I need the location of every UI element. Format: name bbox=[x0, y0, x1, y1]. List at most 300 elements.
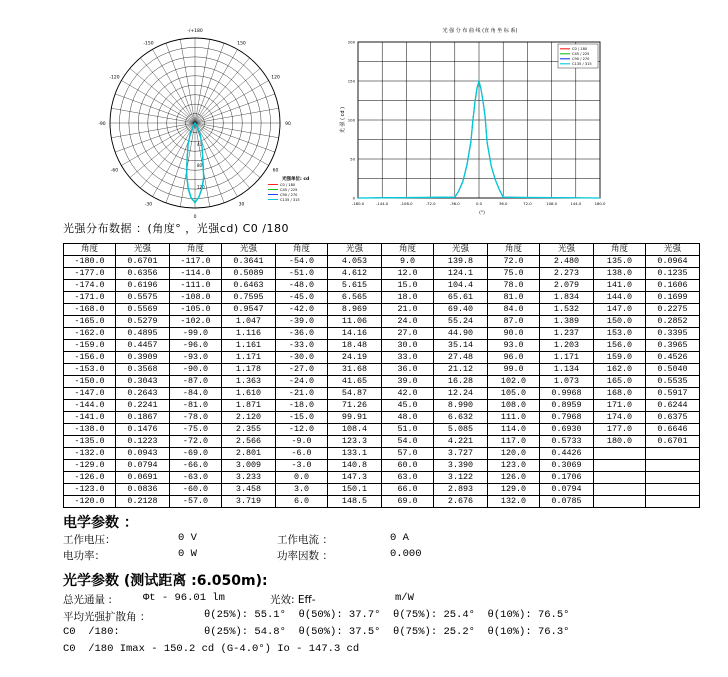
angle-header: 角度 bbox=[64, 244, 116, 256]
angle-cell: 81.0 bbox=[488, 292, 540, 304]
intensity-cell: 0.3909 bbox=[116, 352, 170, 364]
intensity-cell: 0.0785 bbox=[540, 496, 594, 508]
voltage-value: 0 V bbox=[178, 532, 197, 544]
angle-cell: -132.0 bbox=[64, 448, 116, 460]
intensity-cell bbox=[646, 448, 700, 460]
angle-cell: 117.0 bbox=[488, 436, 540, 448]
table-row bbox=[64, 460, 700, 472]
y-tick-label: 0 bbox=[352, 195, 355, 201]
table-row bbox=[64, 292, 700, 304]
polar-angle-label: -30 bbox=[144, 202, 153, 208]
intensity-cell: 8.990 bbox=[434, 400, 488, 412]
y-tick-label: 50 bbox=[350, 156, 355, 162]
c0-beam-angle-values: θ(25%): 54.8° θ(50%): 37.5° θ(75%): 25.2° θ(10%): 76.3° bbox=[204, 626, 570, 638]
angle-cell: -39.0 bbox=[276, 316, 328, 328]
angle-cell: 9.0 bbox=[382, 256, 434, 268]
angle-cell: 69.0 bbox=[382, 496, 434, 508]
intensity-data-table bbox=[63, 243, 700, 508]
angle-cell: -87.0 bbox=[170, 376, 222, 388]
intensity-cell: 0.6375 bbox=[646, 412, 700, 424]
angle-cell: 30.0 bbox=[382, 340, 434, 352]
intensity-cell: 6.632 bbox=[434, 412, 488, 424]
intensity-cell: 54.87 bbox=[328, 388, 382, 400]
angle-cell: -156.0 bbox=[64, 352, 116, 364]
angle-cell: -84.0 bbox=[170, 388, 222, 400]
angle-cell: 123.0 bbox=[488, 460, 540, 472]
optical-section-title: 光学参数 (测试距离 :6.050m): bbox=[63, 573, 268, 589]
intensity-cell: 0.0691 bbox=[116, 472, 170, 484]
intensity-cell: 0.5089 bbox=[222, 268, 276, 280]
angle-header: 角度 bbox=[382, 244, 434, 256]
angle-cell: 84.0 bbox=[488, 304, 540, 316]
polar-legend bbox=[268, 175, 309, 202]
table-row bbox=[64, 448, 700, 460]
angle-cell: -18.0 bbox=[276, 400, 328, 412]
intensity-cell: 11.06 bbox=[328, 316, 382, 328]
angle-cell: -42.0 bbox=[276, 304, 328, 316]
intensity-cell: 0.0794 bbox=[116, 460, 170, 472]
intensity-cell: 14.16 bbox=[328, 328, 382, 340]
intensity-cell: 65.61 bbox=[434, 292, 488, 304]
intensity-cell: 0.7595 bbox=[222, 292, 276, 304]
table-row bbox=[64, 340, 700, 352]
angle-cell: 24.0 bbox=[382, 316, 434, 328]
intensity-cell: 0.3043 bbox=[116, 376, 170, 388]
angle-cell: 45.0 bbox=[382, 400, 434, 412]
angle-cell: 27.0 bbox=[382, 328, 434, 340]
angle-cell: 15.0 bbox=[382, 280, 434, 292]
intensity-cell: 24.19 bbox=[328, 352, 382, 364]
intensity-cell: 0.0943 bbox=[116, 448, 170, 460]
angle-cell: -165.0 bbox=[64, 316, 116, 328]
intensity-cell bbox=[646, 472, 700, 484]
intensity-cell: 0.5575 bbox=[116, 292, 170, 304]
table-row bbox=[64, 424, 700, 436]
intensity-cell: 0.2643 bbox=[116, 388, 170, 400]
x-tick-label: -108.0 bbox=[400, 201, 413, 206]
angle-cell: -108.0 bbox=[170, 292, 222, 304]
angle-cell: -117.0 bbox=[170, 256, 222, 268]
x-tick-label: -180.0 bbox=[351, 201, 365, 206]
intensity-cell: 123.3 bbox=[328, 436, 382, 448]
intensity-cell: 0.6930 bbox=[540, 424, 594, 436]
x-tick-label: 144.0 bbox=[570, 201, 582, 206]
angle-cell: 96.0 bbox=[488, 352, 540, 364]
polar-angle-label: -120 bbox=[109, 75, 120, 81]
table-row bbox=[64, 280, 700, 292]
polar-legend-label: C90 / 270 bbox=[280, 193, 298, 197]
intensity-cell: 2.801 bbox=[222, 448, 276, 460]
intensity-cell: 1.161 bbox=[222, 340, 276, 352]
x-tick-label: -36.0 bbox=[449, 201, 460, 206]
angle-cell: 111.0 bbox=[488, 412, 540, 424]
angle-cell: -162.0 bbox=[64, 328, 116, 340]
polar-angle-label: 30 bbox=[238, 202, 245, 208]
angle-cell: -24.0 bbox=[276, 376, 328, 388]
intensity-cell: 3.009 bbox=[222, 460, 276, 472]
angle-cell: 156.0 bbox=[594, 340, 646, 352]
intensity-cell: 1.834 bbox=[540, 292, 594, 304]
angle-cell: 153.0 bbox=[594, 328, 646, 340]
intensity-cell: 3.233 bbox=[222, 472, 276, 484]
angle-cell: 90.0 bbox=[488, 328, 540, 340]
table-row bbox=[64, 328, 700, 340]
legend-label: C45 / 225 bbox=[572, 52, 590, 56]
angle-cell: -135.0 bbox=[64, 436, 116, 448]
angle-cell: 51.0 bbox=[382, 424, 434, 436]
intensity-cell: 150.1 bbox=[328, 484, 382, 496]
power-factor-label: 功率因数 ： bbox=[277, 550, 333, 562]
angle-cell: -126.0 bbox=[64, 472, 116, 484]
intensity-cell: 27.48 bbox=[434, 352, 488, 364]
angle-cell: 105.0 bbox=[488, 388, 540, 400]
angle-cell: 33.0 bbox=[382, 352, 434, 364]
intensity-cell: 0.5535 bbox=[646, 376, 700, 388]
angle-cell: 99.0 bbox=[488, 364, 540, 376]
power-factor-value: 0.000 bbox=[390, 548, 422, 560]
y-tick-label: 150 bbox=[347, 78, 355, 84]
table-header-row bbox=[64, 244, 700, 256]
intensity-cell: 0.9547 bbox=[222, 304, 276, 316]
table-row bbox=[64, 388, 700, 400]
intensity-cell: 2.273 bbox=[540, 268, 594, 280]
angle-cell: 120.0 bbox=[488, 448, 540, 460]
polar-angle-label: 150 bbox=[237, 41, 246, 47]
intensity-cell: 1.532 bbox=[540, 304, 594, 316]
angle-cell: 93.0 bbox=[488, 340, 540, 352]
angle-cell: 168.0 bbox=[594, 388, 646, 400]
intensity-cell: 16.28 bbox=[434, 376, 488, 388]
x-tick-label: 72.0 bbox=[523, 201, 532, 206]
angle-cell: -171.0 bbox=[64, 292, 116, 304]
angle-cell: 87.0 bbox=[488, 316, 540, 328]
angle-cell: 72.0 bbox=[488, 256, 540, 268]
angle-cell bbox=[594, 484, 646, 496]
intensity-cell: 148.5 bbox=[328, 496, 382, 508]
angle-cell: 171.0 bbox=[594, 400, 646, 412]
angle-cell: -51.0 bbox=[276, 268, 328, 280]
polar-radial-label: 40 bbox=[197, 141, 203, 147]
intensity-cell: 0.4895 bbox=[116, 328, 170, 340]
imax-line: C0 /180 Imax - 150.2 cd (G-4.0°) Io - 147.3 cd bbox=[63, 643, 360, 655]
angle-cell bbox=[594, 472, 646, 484]
intensity-cell: 0.6701 bbox=[646, 436, 700, 448]
intensity-cell: 3.727 bbox=[434, 448, 488, 460]
angle-cell: 63.0 bbox=[382, 472, 434, 484]
intensity-cell: 2.566 bbox=[222, 436, 276, 448]
angle-cell: 18.0 bbox=[382, 292, 434, 304]
x-tick-label: -144.0 bbox=[376, 201, 389, 206]
angle-cell bbox=[594, 460, 646, 472]
table-title: 光强分布数据 ：(角度° ，光强cd) C0 /180 bbox=[63, 222, 289, 235]
table-row bbox=[64, 484, 700, 496]
angle-cell: -96.0 bbox=[170, 340, 222, 352]
angle-cell: -36.0 bbox=[276, 328, 328, 340]
polar-angle-label: -150 bbox=[143, 41, 154, 47]
table-row bbox=[64, 364, 700, 376]
angle-cell: -15.0 bbox=[276, 412, 328, 424]
table-row bbox=[64, 304, 700, 316]
angle-cell: 36.0 bbox=[382, 364, 434, 376]
intensity-cell: 0.0794 bbox=[540, 484, 594, 496]
legend-label: C90 / 270 bbox=[572, 57, 590, 61]
angle-cell: -12.0 bbox=[276, 424, 328, 436]
intensity-cell: 0.5569 bbox=[116, 304, 170, 316]
avg-beam-angle-label: 平均光强扩散角 ： bbox=[63, 611, 151, 623]
intensity-cell: 3.390 bbox=[434, 460, 488, 472]
intensity-cell: 1.171 bbox=[222, 352, 276, 364]
angle-cell: -144.0 bbox=[64, 400, 116, 412]
intensity-cell: 12.24 bbox=[434, 388, 488, 400]
angle-cell: 177.0 bbox=[594, 424, 646, 436]
angle-cell: -153.0 bbox=[64, 364, 116, 376]
c0-beam-angle-label: C0 /180: bbox=[63, 626, 120, 638]
angle-cell: 54.0 bbox=[382, 436, 434, 448]
angle-cell: -66.0 bbox=[170, 460, 222, 472]
intensity-cell: 0.1476 bbox=[116, 424, 170, 436]
polar-distribution-chart bbox=[60, 28, 350, 220]
intensity-cell: 1.134 bbox=[540, 364, 594, 376]
intensity-cell: 5.085 bbox=[434, 424, 488, 436]
intensity-cell: 3.719 bbox=[222, 496, 276, 508]
legend-label: C135 / 315 bbox=[572, 62, 592, 66]
intensity-cell bbox=[646, 460, 700, 472]
angle-cell: -147.0 bbox=[64, 388, 116, 400]
angle-cell: 75.0 bbox=[488, 268, 540, 280]
intensity-header: 光强 bbox=[540, 244, 594, 256]
intensity-cell: 0.5040 bbox=[646, 364, 700, 376]
angle-cell bbox=[594, 496, 646, 508]
polar-angle-label: 90 bbox=[285, 122, 291, 127]
angle-cell: -72.0 bbox=[170, 436, 222, 448]
polar-legend-label: C0 / 180 bbox=[280, 183, 296, 187]
angle-cell: 174.0 bbox=[594, 412, 646, 424]
angle-cell: 39.0 bbox=[382, 376, 434, 388]
intensity-cell: 69.40 bbox=[434, 304, 488, 316]
intensity-header: 光强 bbox=[434, 244, 488, 256]
intensity-cell: 0.2241 bbox=[116, 400, 170, 412]
intensity-cell: 1.073 bbox=[540, 376, 594, 388]
angle-cell: -150.0 bbox=[64, 376, 116, 388]
intensity-header: 光强 bbox=[328, 244, 382, 256]
angle-cell: 141.0 bbox=[594, 280, 646, 292]
intensity-header: 光强 bbox=[222, 244, 276, 256]
intensity-cell: 0.2128 bbox=[116, 496, 170, 508]
flux-value: Φt - 96.01 lm bbox=[143, 592, 225, 604]
x-tick-label: 180.0 bbox=[594, 201, 606, 206]
intensity-cell: 8.969 bbox=[328, 304, 382, 316]
angle-cell: -138.0 bbox=[64, 424, 116, 436]
angle-cell: 180.0 bbox=[594, 436, 646, 448]
flux-label: 总光通量 : bbox=[63, 594, 112, 606]
angle-cell: 108.0 bbox=[488, 400, 540, 412]
angle-cell: 57.0 bbox=[382, 448, 434, 460]
intensity-cell: 44.90 bbox=[434, 328, 488, 340]
intensity-cell: 0.1706 bbox=[540, 472, 594, 484]
intensity-cell: 1.178 bbox=[222, 364, 276, 376]
intensity-cell: 0.4426 bbox=[540, 448, 594, 460]
intensity-cell: 0.1235 bbox=[646, 268, 700, 280]
angle-cell: -141.0 bbox=[64, 412, 116, 424]
intensity-cell: 1.116 bbox=[222, 328, 276, 340]
y-tick-label: 100 bbox=[347, 117, 355, 123]
intensity-cell: 3.122 bbox=[434, 472, 488, 484]
angle-cell: -45.0 bbox=[276, 292, 328, 304]
angle-cell: -114.0 bbox=[170, 268, 222, 280]
angle-cell: -30.0 bbox=[276, 352, 328, 364]
angle-cell: 162.0 bbox=[594, 364, 646, 376]
angle-cell: -123.0 bbox=[64, 484, 116, 496]
cartesian-distribution-chart bbox=[330, 20, 620, 220]
intensity-cell: 2.355 bbox=[222, 424, 276, 436]
intensity-cell: 0.1699 bbox=[646, 292, 700, 304]
angle-cell: -63.0 bbox=[170, 472, 222, 484]
intensity-cell: 2.676 bbox=[434, 496, 488, 508]
intensity-cell: 0.6701 bbox=[116, 256, 170, 268]
angle-cell: -78.0 bbox=[170, 412, 222, 424]
x-axis-label: (°) bbox=[479, 211, 485, 216]
intensity-cell: 133.1 bbox=[328, 448, 382, 460]
intensity-cell: 0.2852 bbox=[646, 316, 700, 328]
x-tick-label: 0.0 bbox=[475, 201, 483, 206]
angle-cell: -54.0 bbox=[276, 256, 328, 268]
angle-cell: 135.0 bbox=[594, 256, 646, 268]
angle-cell: -21.0 bbox=[276, 388, 328, 400]
intensity-cell: 0.6356 bbox=[116, 268, 170, 280]
angle-cell: 114.0 bbox=[488, 424, 540, 436]
angle-cell: 6.0 bbox=[276, 496, 328, 508]
angle-cell: -3.0 bbox=[276, 460, 328, 472]
angle-cell: 78.0 bbox=[488, 280, 540, 292]
angle-cell: -60.0 bbox=[170, 484, 222, 496]
intensity-cell: 2.480 bbox=[540, 256, 594, 268]
angle-cell: -27.0 bbox=[276, 364, 328, 376]
intensity-cell: 1.871 bbox=[222, 400, 276, 412]
polar-radial-label: 120 bbox=[197, 184, 205, 190]
angle-cell: -48.0 bbox=[276, 280, 328, 292]
angle-cell: -120.0 bbox=[64, 496, 116, 508]
intensity-cell: 3.458 bbox=[222, 484, 276, 496]
x-tick-label: -72.0 bbox=[425, 201, 436, 206]
intensity-cell: 55.24 bbox=[434, 316, 488, 328]
angle-cell: 0.0 bbox=[276, 472, 328, 484]
angle-cell: -159.0 bbox=[64, 340, 116, 352]
angle-cell: -69.0 bbox=[170, 448, 222, 460]
intensity-cell: 0.1867 bbox=[116, 412, 170, 424]
intensity-cell: 41.65 bbox=[328, 376, 382, 388]
voltage-label: 工作电压： bbox=[63, 534, 116, 546]
intensity-cell: 31.68 bbox=[328, 364, 382, 376]
x-tick-label: 108.0 bbox=[546, 201, 558, 206]
angle-cell: -102.0 bbox=[170, 316, 222, 328]
angle-cell: -9.0 bbox=[276, 436, 328, 448]
angle-cell: 132.0 bbox=[488, 496, 540, 508]
polar-angle-label: -90 bbox=[98, 122, 106, 127]
angle-cell: 147.0 bbox=[594, 304, 646, 316]
angle-cell: 165.0 bbox=[594, 376, 646, 388]
intensity-cell: 0.5733 bbox=[540, 436, 594, 448]
angle-cell: -99.0 bbox=[170, 328, 222, 340]
y-tick-label: 200 bbox=[347, 39, 355, 45]
intensity-cell: 5.615 bbox=[328, 280, 382, 292]
intensity-cell: 108.4 bbox=[328, 424, 382, 436]
angle-cell: 3.0 bbox=[276, 484, 328, 496]
intensity-cell: 0.6196 bbox=[116, 280, 170, 292]
intensity-cell: 1.389 bbox=[540, 316, 594, 328]
angle-cell: 138.0 bbox=[594, 268, 646, 280]
polar-angle-label: -/+180 bbox=[187, 29, 203, 34]
table-row bbox=[64, 436, 700, 448]
intensity-cell: 0.2275 bbox=[646, 304, 700, 316]
angle-cell: 12.0 bbox=[382, 268, 434, 280]
polar-angle-label: 120 bbox=[271, 75, 280, 81]
angle-cell: -180.0 bbox=[64, 256, 116, 268]
intensity-cell: 35.14 bbox=[434, 340, 488, 352]
intensity-cell bbox=[646, 496, 700, 508]
intensity-cell: 0.7968 bbox=[540, 412, 594, 424]
intensity-cell: 71.26 bbox=[328, 400, 382, 412]
intensity-cell: 0.4457 bbox=[116, 340, 170, 352]
intensity-cell: 4.612 bbox=[328, 268, 382, 280]
intensity-header: 光强 bbox=[116, 244, 170, 256]
angle-cell: -33.0 bbox=[276, 340, 328, 352]
angle-cell: -90.0 bbox=[170, 364, 222, 376]
intensity-cell: 2.079 bbox=[540, 280, 594, 292]
cartesian-legend bbox=[558, 44, 598, 68]
power-label: 电功率： bbox=[63, 550, 105, 562]
intensity-cell: 124.1 bbox=[434, 268, 488, 280]
table-row bbox=[64, 496, 700, 508]
polar-angle-label: 0 bbox=[193, 215, 197, 220]
angle-header: 角度 bbox=[276, 244, 328, 256]
intensity-cell: 0.1223 bbox=[116, 436, 170, 448]
efficacy-label: 光效: Eff- bbox=[270, 594, 316, 606]
intensity-cell: 6.565 bbox=[328, 292, 382, 304]
table-row bbox=[64, 316, 700, 328]
intensity-cell: 1.237 bbox=[540, 328, 594, 340]
x-tick-label: 36.0 bbox=[498, 201, 508, 206]
intensity-cell: 1.363 bbox=[222, 376, 276, 388]
table-row bbox=[64, 472, 700, 484]
polar-legend-label: C135 / 315 bbox=[280, 198, 300, 202]
efficacy-unit: m/W bbox=[395, 592, 414, 604]
intensity-cell: 0.5279 bbox=[116, 316, 170, 328]
angle-cell: -111.0 bbox=[170, 280, 222, 292]
intensity-cell: 4.053 bbox=[328, 256, 382, 268]
intensity-cell: 139.8 bbox=[434, 256, 488, 268]
angle-cell: -177.0 bbox=[64, 268, 116, 280]
intensity-cell bbox=[646, 484, 700, 496]
avg-beam-angle-values: θ(25%): 55.1° θ(50%): 37.7° θ(75%): 25.4° θ(10%): 76.5° bbox=[204, 609, 570, 621]
angle-header: 角度 bbox=[170, 244, 222, 256]
intensity-cell: 0.4526 bbox=[646, 352, 700, 364]
intensity-cell: 0.3641 bbox=[222, 256, 276, 268]
angle-cell: -168.0 bbox=[64, 304, 116, 316]
angle-cell: -174.0 bbox=[64, 280, 116, 292]
table-row bbox=[64, 376, 700, 388]
intensity-cell: 0.0964 bbox=[646, 256, 700, 268]
table-row bbox=[64, 352, 700, 364]
intensity-cell: 0.9968 bbox=[540, 388, 594, 400]
intensity-cell: 0.3395 bbox=[646, 328, 700, 340]
angle-cell: 60.0 bbox=[382, 460, 434, 472]
chart-title: 光 强 分 布 曲 线 (直 角 坐 标 系) bbox=[442, 28, 518, 34]
angle-cell: 126.0 bbox=[488, 472, 540, 484]
intensity-cell: 0.6463 bbox=[222, 280, 276, 292]
angle-cell: 42.0 bbox=[382, 388, 434, 400]
table-row bbox=[64, 268, 700, 280]
intensity-cell: 4.221 bbox=[434, 436, 488, 448]
